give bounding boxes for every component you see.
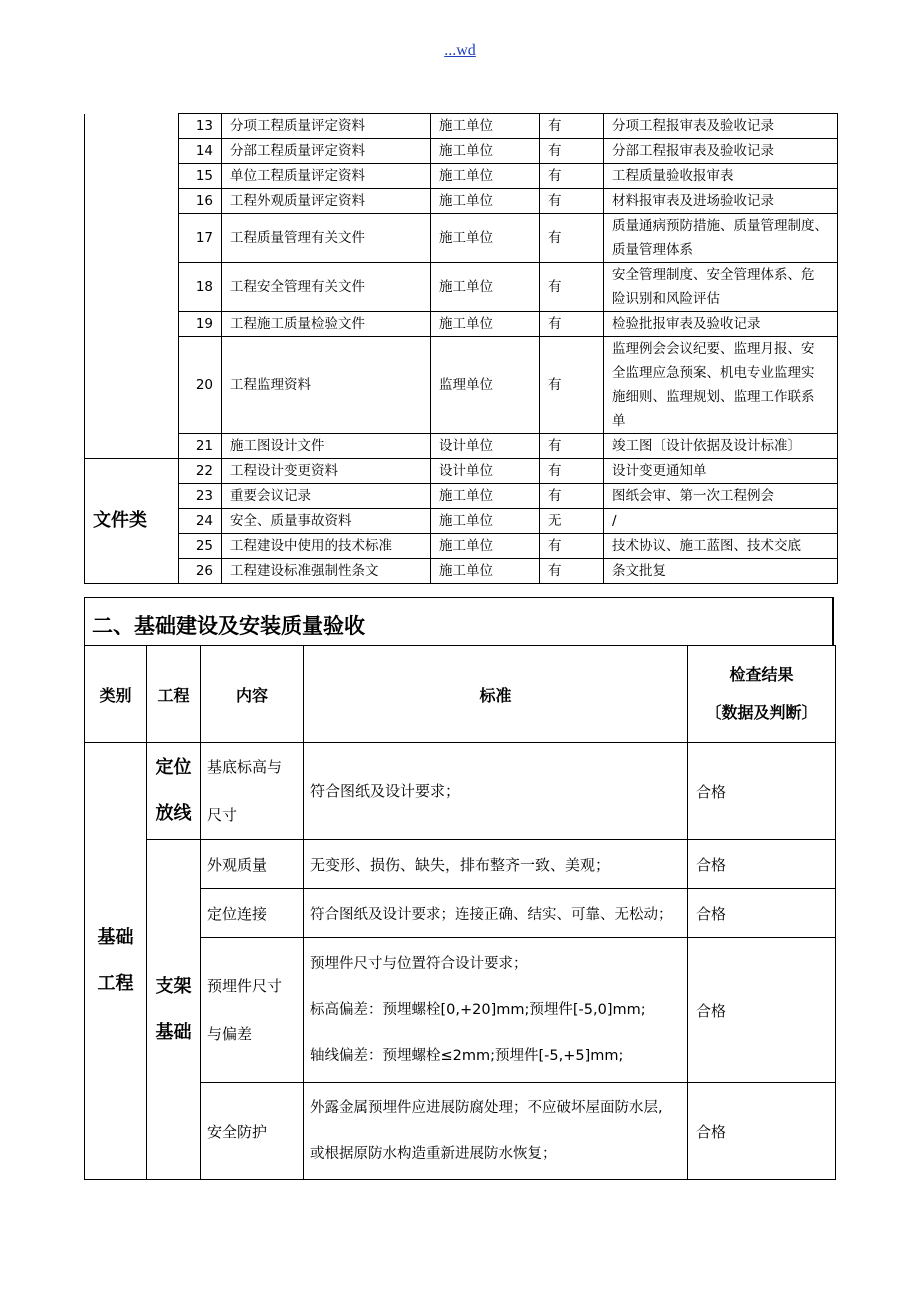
- remark: [604, 337, 838, 434]
- availability: 有: [540, 312, 604, 337]
- document-name: 工程外观质量评定资料: [222, 189, 431, 214]
- document-name: 工程质量管理有关文件: [222, 214, 431, 263]
- content-cell: [201, 840, 304, 889]
- content-line: 预埋件尺寸: [207, 977, 283, 995]
- remark: [604, 484, 838, 509]
- document-name: 分项工程质量评定资料: [222, 114, 431, 139]
- responsible-unit: 施工单位: [431, 534, 540, 559]
- header-result-line1: 检查结果: [729, 665, 794, 684]
- project-line1: 定位: [155, 757, 192, 778]
- file-row: [85, 337, 838, 434]
- remark-line: 质量通病预防措施、质量管理制度、: [612, 218, 828, 234]
- remark-line: 质量管理体系: [612, 242, 693, 258]
- standard-cell: [304, 743, 688, 840]
- remark-line: 工程质量验收报审表: [612, 168, 734, 184]
- availability: 有: [540, 263, 604, 312]
- result-cell: 合格: [688, 889, 836, 938]
- result-cell: 合格: [688, 938, 836, 1083]
- availability: 有: [540, 337, 604, 434]
- remark: [604, 459, 838, 484]
- quality-acceptance-table: [84, 645, 836, 1180]
- responsible-unit: 设计单位: [431, 434, 540, 459]
- responsible-unit: 施工单位: [431, 214, 540, 263]
- content-cell: [201, 1083, 304, 1180]
- content-line: 安全防护: [207, 1122, 268, 1141]
- section-2-title: 二、基础建设及安装质量验收: [92, 614, 365, 638]
- content-line: 外观质量: [207, 855, 268, 874]
- content-cell: [201, 889, 304, 938]
- responsible-unit: 施工单位: [431, 189, 540, 214]
- document-name: 施工图设计文件: [222, 434, 431, 459]
- file-table: [84, 113, 838, 584]
- result-cell: 合格: [688, 743, 836, 840]
- standard-line: 无变形、损伤、缺失，排布整齐一致、美观；: [310, 855, 611, 874]
- row-number: 17: [179, 214, 222, 263]
- row-number: 24: [179, 509, 222, 534]
- remark-line: 险识别和风险评估: [612, 291, 720, 307]
- row-number: 15: [179, 164, 222, 189]
- remark: [604, 509, 838, 534]
- availability: 有: [540, 559, 604, 584]
- header-result: [688, 646, 836, 743]
- project-line2: 基础: [155, 1021, 192, 1043]
- file-row: [85, 484, 838, 509]
- document-name: 工程监理资料: [222, 337, 431, 434]
- responsible-unit: 施工单位: [431, 263, 540, 312]
- file-row: [85, 263, 838, 312]
- remark-line: 分部工程报审表及验收记录: [612, 143, 774, 159]
- file-row: [85, 559, 838, 584]
- category-cell-upper: [85, 114, 179, 459]
- standard-line: 标高偏差：预埋螺栓[0,+20]mm;预埋件[-5,0]mm;: [310, 1002, 646, 1018]
- remark: [604, 139, 838, 164]
- availability: 有: [540, 114, 604, 139]
- category-line1: 基础: [97, 927, 134, 948]
- document-name: 工程建设中使用的技术标准: [222, 534, 431, 559]
- header-result-line2: 〔数据及判断〕: [705, 703, 818, 722]
- header-standard: 标准: [304, 646, 688, 743]
- standard-line: 轴线偏差：预埋螺栓≤2mm;预埋件[-5,+5]mm;: [310, 1048, 624, 1064]
- remark: [604, 312, 838, 337]
- responsible-unit: 施工单位: [431, 164, 540, 189]
- row-number: 25: [179, 534, 222, 559]
- responsible-unit: 施工单位: [431, 312, 540, 337]
- document-name: 工程安全管理有关文件: [222, 263, 431, 312]
- responsible-unit: 施工单位: [431, 114, 540, 139]
- remark-line: 单: [612, 413, 626, 429]
- availability: 有: [540, 164, 604, 189]
- standard-line: 预埋件尺寸与位置符合设计要求；: [310, 956, 528, 972]
- page-header: ...wd: [444, 42, 476, 59]
- remark-line: 竣工图〔设计依据及设计标准〕: [612, 438, 801, 454]
- remark-line: 安全管理制度、安全管理体系、危: [612, 267, 815, 283]
- header-category: 类别: [85, 646, 147, 743]
- remark-line: 检验批报审表及验收记录: [612, 316, 761, 332]
- file-row: [85, 189, 838, 214]
- standard-cell: [304, 840, 688, 889]
- remark: [604, 434, 838, 459]
- availability: 有: [540, 214, 604, 263]
- responsible-unit: 监理单位: [431, 337, 540, 434]
- document-name: 重要会议记录: [222, 484, 431, 509]
- content-line: 定位连接: [207, 904, 268, 923]
- remark: [604, 559, 838, 584]
- file-row: [85, 114, 838, 139]
- remark-line: 监理例会会议纪要、监理月报、安: [612, 341, 815, 357]
- remark-line: 全监理应急预案、机电专业监理实: [612, 365, 815, 381]
- file-row: [85, 214, 838, 263]
- file-row: [85, 459, 838, 484]
- category-cell: [85, 743, 147, 1180]
- availability: 有: [540, 189, 604, 214]
- availability: 有: [540, 459, 604, 484]
- file-row: [85, 164, 838, 189]
- project-cell: [147, 743, 201, 840]
- standard-line: 外露金属预埋件应进展防腐处理；不应破坏屋面防水层,: [310, 1100, 663, 1116]
- responsible-unit: 施工单位: [431, 559, 540, 584]
- remark: [604, 214, 838, 263]
- row-number: 23: [179, 484, 222, 509]
- category-cell: 文件类: [85, 459, 179, 584]
- responsible-unit: 施工单位: [431, 509, 540, 534]
- result-cell: 合格: [688, 1083, 836, 1180]
- remark-line: /: [612, 513, 617, 529]
- remark-line: 图纸会审、第一次工程例会: [612, 488, 774, 504]
- row-number: 22: [179, 459, 222, 484]
- file-row: [85, 434, 838, 459]
- project-line1: 支架: [155, 975, 192, 997]
- standard-cell: [304, 1083, 688, 1180]
- availability: 有: [540, 139, 604, 164]
- remark-line: 设计变更通知单: [612, 463, 707, 479]
- document-name: 工程施工质量检验文件: [222, 312, 431, 337]
- row-number: 18: [179, 263, 222, 312]
- header-content: 内容: [201, 646, 304, 743]
- remark-line: 条文批复: [612, 563, 666, 579]
- content-line: 与偏差: [207, 1025, 253, 1043]
- standard-line: 符合图纸及设计要求；连接正确、结实、可靠、无松动；: [310, 906, 673, 923]
- file-row: [85, 312, 838, 337]
- row-number: 14: [179, 139, 222, 164]
- content-cell: [201, 743, 304, 840]
- standard-line: 或根据原防水构造重新进展防水恢复；: [310, 1146, 557, 1162]
- row-number: 26: [179, 559, 222, 584]
- document-name: 分部工程质量评定资料: [222, 139, 431, 164]
- remark: [604, 534, 838, 559]
- standard-cell: [304, 938, 688, 1083]
- category-line2: 工程: [97, 973, 134, 994]
- availability: 有: [540, 484, 604, 509]
- file-row: [85, 509, 838, 534]
- document-name: 工程设计变更资料: [222, 459, 431, 484]
- content-line: 尺寸: [207, 806, 238, 824]
- document-name: 工程建设标准强制性条文: [222, 559, 431, 584]
- responsible-unit: 施工单位: [431, 139, 540, 164]
- row-number: 16: [179, 189, 222, 214]
- standard-cell: [304, 889, 688, 938]
- remark: [604, 263, 838, 312]
- remark-line: 材料报审表及进场验收记录: [612, 193, 774, 209]
- availability: 有: [540, 434, 604, 459]
- remark-line: 分项工程报审表及验收记录: [612, 118, 774, 134]
- remark: [604, 114, 838, 139]
- result-cell: 合格: [688, 840, 836, 889]
- availability: 无: [540, 509, 604, 534]
- remark-line: 施细则、监理规划、监理工作联系: [612, 389, 815, 405]
- section-2-title-bar: [84, 597, 834, 645]
- content-line: 基底标高与: [207, 758, 283, 776]
- document-name: 单位工程质量评定资料: [222, 164, 431, 189]
- remark: [604, 164, 838, 189]
- row-number: 19: [179, 312, 222, 337]
- row-number: 21: [179, 434, 222, 459]
- project-line2: 放线: [155, 803, 192, 824]
- project-cell: [147, 840, 201, 1180]
- header-project: 工程: [147, 646, 201, 743]
- file-row: [85, 534, 838, 559]
- row-number: 20: [179, 337, 222, 434]
- availability: 有: [540, 534, 604, 559]
- content-cell: [201, 938, 304, 1083]
- file-row: [85, 139, 838, 164]
- standard-line: 符合图纸及设计要求；: [310, 782, 461, 800]
- row-number: 13: [179, 114, 222, 139]
- remark-line: 技术协议、施工蓝图、技术交底: [612, 538, 801, 554]
- remark: [604, 189, 838, 214]
- responsible-unit: 设计单位: [431, 459, 540, 484]
- responsible-unit: 施工单位: [431, 484, 540, 509]
- document-name: 安全、质量事故资料: [222, 509, 431, 534]
